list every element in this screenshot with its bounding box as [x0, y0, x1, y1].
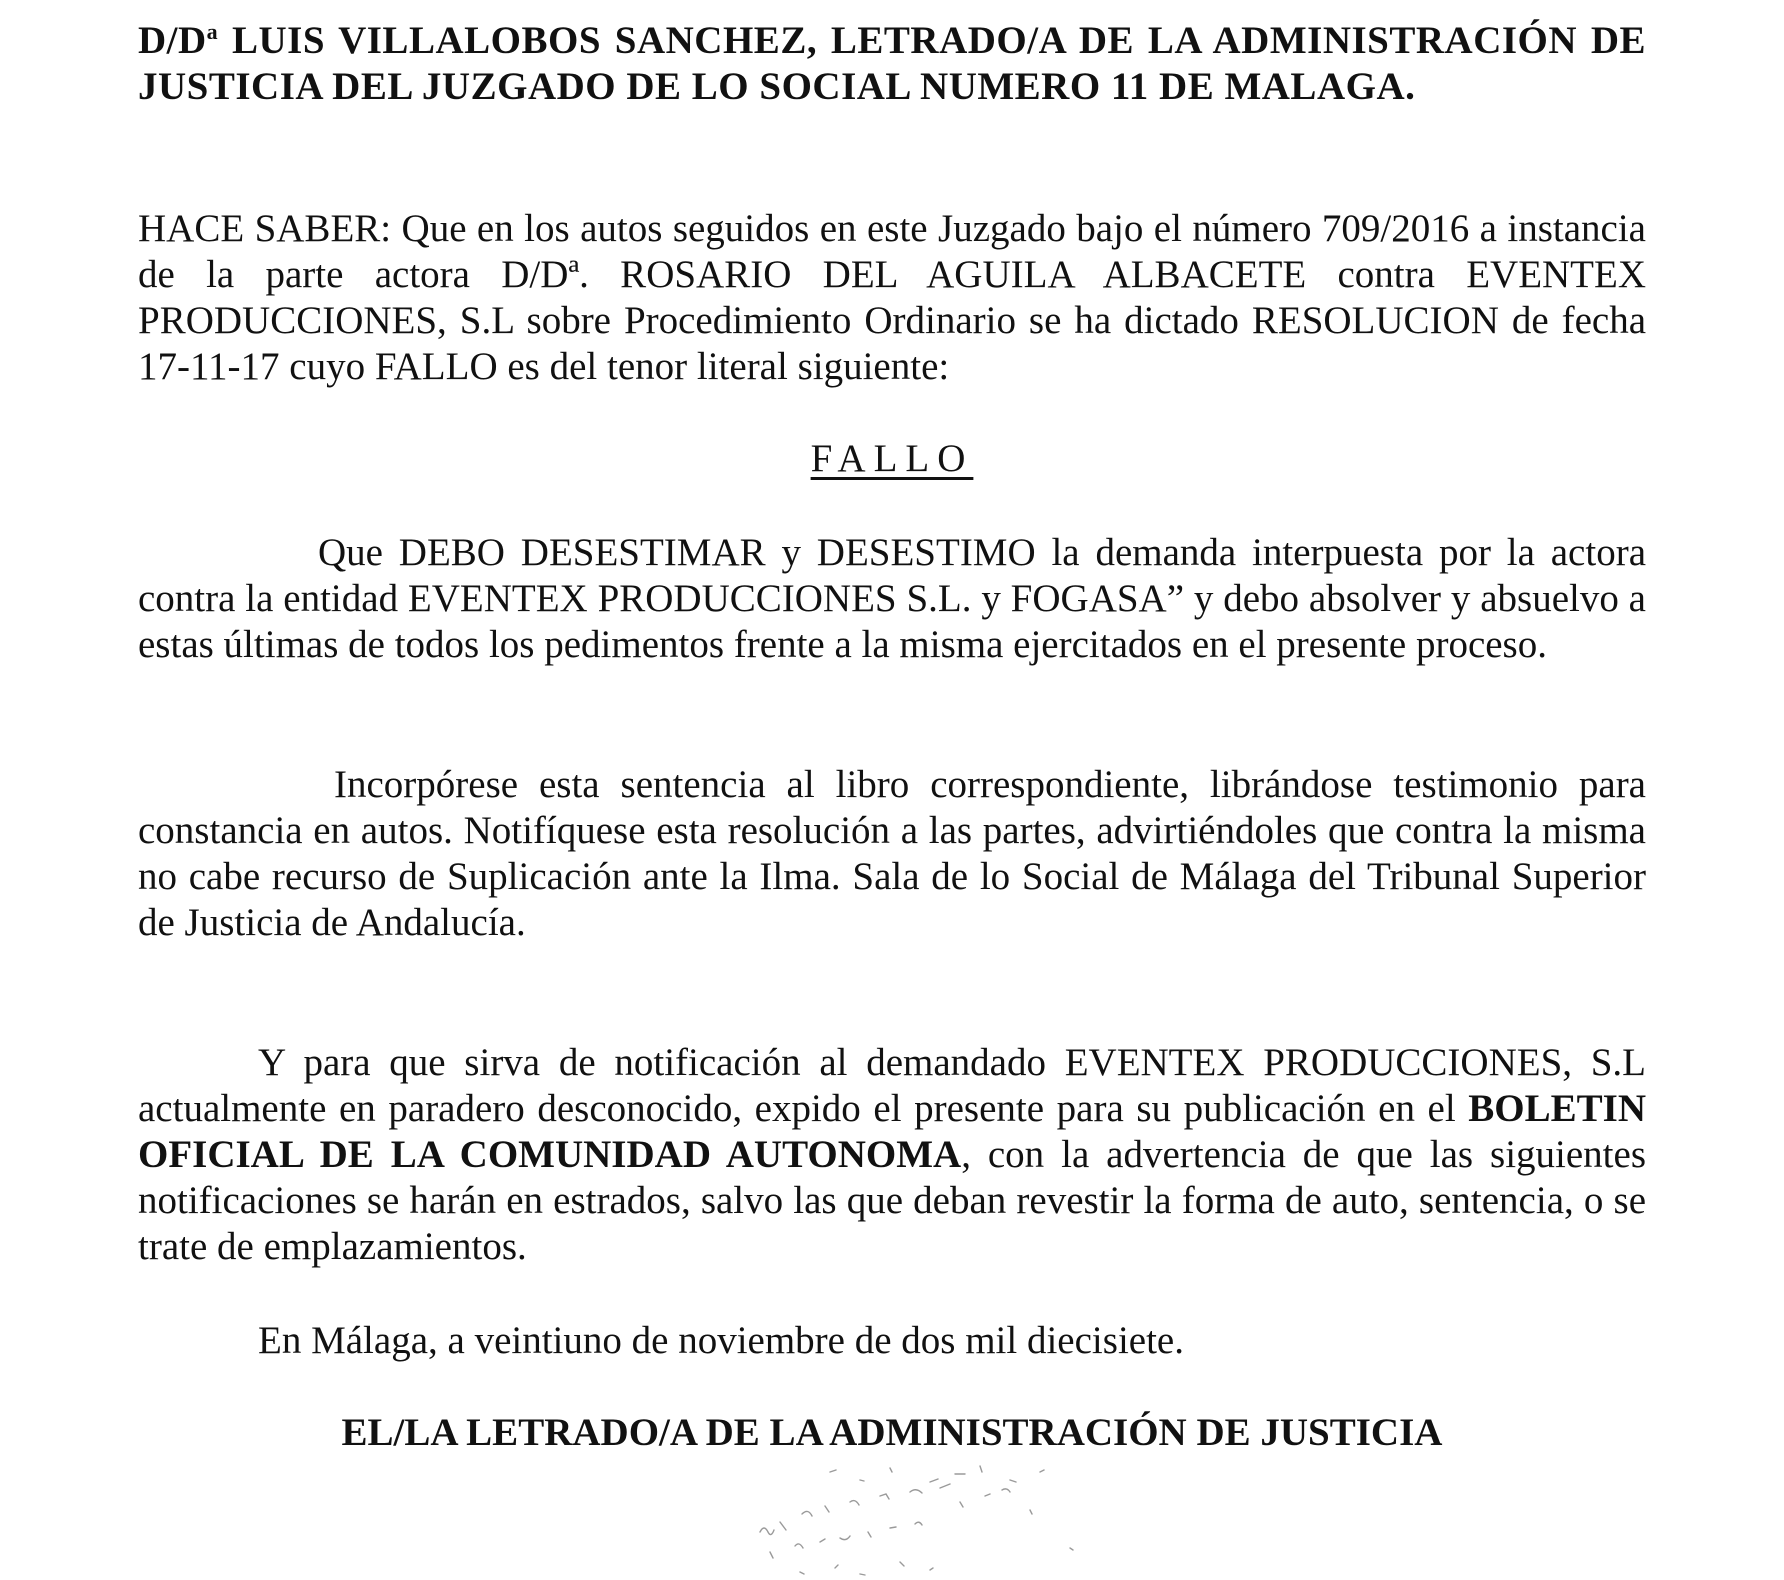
incorporese-paragraph: Incorpórese esta sentencia al libro correspondiente, librándose testimonio para constancia en autos. Notifíquese esta resolución a las partes, advirtiéndoles que contra la misma no cabe recurso de Suplicación ante la Ilma. Sala de lo Social de Málaga del Tribunal Superior de Justicia de Andalucía. [138, 763, 1646, 944]
document-heading [138, 18, 1646, 110]
notification-text-2: , con la advertencia de que las siguientes notificaciones se harán en estrados, salvo las que deban revestir la forma de auto, sentencia, o se trate de emplazamientos. [138, 1133, 1646, 1268]
date-line: En Málaga, a veintiuno de noviembre de dos mil diecisiete. [258, 1319, 1184, 1362]
signature-title: EL/LA LETRADO/A DE LA ADMINISTRACIÓN DE JUSTICIA [341, 1411, 1443, 1454]
notification-bold-publication: BOLETIN OFICIAL DE LA COMUNIDAD AUTONOMA [138, 1087, 1646, 1176]
heading-rest: LUIS VILLALOBOS SANCHEZ, LETRADO/A DE LA ADMINISTRACIÓN DE JUSTICIA DEL JUZGADO DE LO SOCIAL NUMERO 11 DE MALAGA. [138, 19, 1646, 108]
fallo-title: FALLO [810, 437, 974, 480]
heading-prefix-superscript: a [206, 19, 219, 44]
notification-paragraph [138, 1040, 1646, 1270]
notification-text-1: Y para que sirva de notificación al demandado EVENTEX PRODUCCIONES, S.L actualmente en paradero desconocido, expido el presente para su publicación en el [138, 1041, 1646, 1130]
fallo-paragraph: Que DEBO DESESTIMAR y DESESTIMO la demanda interpuesta por la actora contra la entidad EVENTEX PRODUCCIONES S.L. y FOGASA” y debo absolver y absuelvo a estas últimas de todos los pedimentos frente a la misma ejercitados en el presente proceso. [138, 531, 1646, 666]
intro-paragraph: HACE SABER: Que en los autos seguidos en este Juzgado bajo el número 709/2016 a instancia de la parte actora D/Dª. ROSARIO DEL AGUILA ALBACETE contra EVENTEX PRODUCCIONES, S.L sobre Procedimiento Ordinario se ha dictado RESOLUCION de fecha 17-11-17 cuyo FALLO es del tenor literal siguiente: [138, 207, 1646, 388]
heading-prefix: D/D [138, 19, 207, 62]
signature-scribble [740, 1462, 1160, 1580]
